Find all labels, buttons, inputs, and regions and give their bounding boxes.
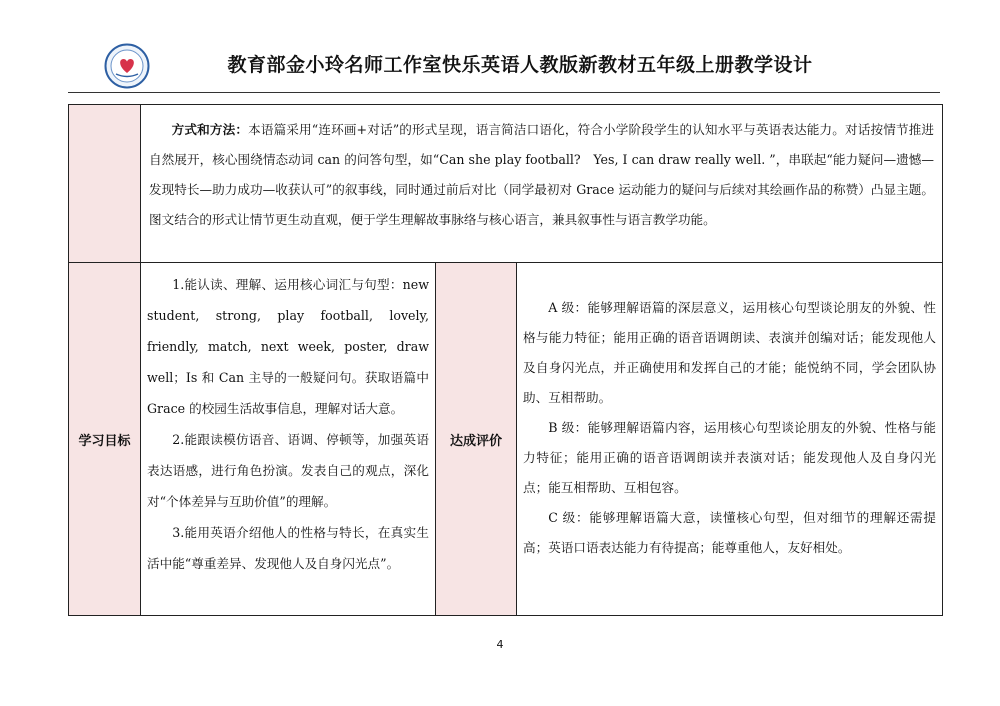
method-text: 本语篇采用“连环画+对话”的形式呈现，语言简洁口语化，符合小学阶段学生的认知水平与英语表达能力。对话按情节推进自然展开，核心围绕情态动词 can 的问答句型，如“Can she play football? Yes, I can draw really well. ”，串联起“能力疑问—遗憾—发现特长—助力成功—收获认可”的叙事线，同时通过前后对比（同学最初对 Grace 运动能力的疑问与后续对其绘画作品的称赞）凸显主题。图文结合的形式让情节更生动直观，便于学生理解故事脉络与核心语言，兼具叙事性与语言教学功能。 xyxy=(149,122,935,227)
goal-item: 3.能用英语介绍他人的性格与特长，在真实生活中能“尊重差异、发现他人及自身闪光点”。 xyxy=(147,525,429,571)
evaluation-cell xyxy=(517,263,943,616)
goal-item: 1.能认读、理解、运用核心词汇与句型：new student, strong, play football, lovely, friendly, match, next week, poster, draw well；Is 和 Can 主导的一般疑问句。获取语篇中 Grace 的校园生活故事信息，理解对话大意。 xyxy=(147,277,429,416)
method-row xyxy=(69,105,943,263)
goal-item: 2.能跟读模仿语音、语调、停顿等，加强英语表达语感，进行角色扮演。发表自己的观点，深化对“个体差异与互助价值”的理解。 xyxy=(147,432,429,509)
method-label-cell xyxy=(69,105,141,263)
method-cell xyxy=(141,105,943,263)
lesson-design-table xyxy=(68,104,943,616)
goals-cell xyxy=(141,263,436,616)
goals-list xyxy=(141,263,435,615)
method-paragraph xyxy=(141,105,942,262)
evaluation-list xyxy=(517,263,942,563)
evaluation-level-c: C 级：能够理解语篇大意，读懂核心句型，但对细节的理解还需提高；英语口语表达能力有待提高；能尊重他人，友好相处。 xyxy=(523,510,937,555)
evaluation-level-b: B 级：能够理解语篇内容，运用核心句型谈论朋友的外貌、性格与能力特征；能用正确的语音语调朗读并表演对话；能发现他人及自身闪光点；能互相帮助、互相包容。 xyxy=(523,420,937,495)
page-number: 4 xyxy=(496,638,504,651)
evaluation-level-a: A 级：能够理解语篇的深层意义，运用核心句型谈论朋友的外貌、性格与能力特征；能用正确的语音语调朗读、表演并创编对话；能发现他人及自身闪光点，并正确使用和发挥自己的才能；能悦纳不同，学会团队协助、互相帮助。 xyxy=(523,300,937,405)
evaluation-label: 达成评价 xyxy=(436,263,517,616)
goals-label: 学习目标 xyxy=(69,263,141,616)
header-divider xyxy=(68,92,940,93)
document-title: 教育部金小玲名师工作室快乐英语人教版新教材五年级上册教学设计 xyxy=(227,54,813,76)
school-emblem-icon xyxy=(104,43,150,89)
goals-row xyxy=(69,263,943,616)
method-heading: 方式和方法： xyxy=(171,122,249,137)
